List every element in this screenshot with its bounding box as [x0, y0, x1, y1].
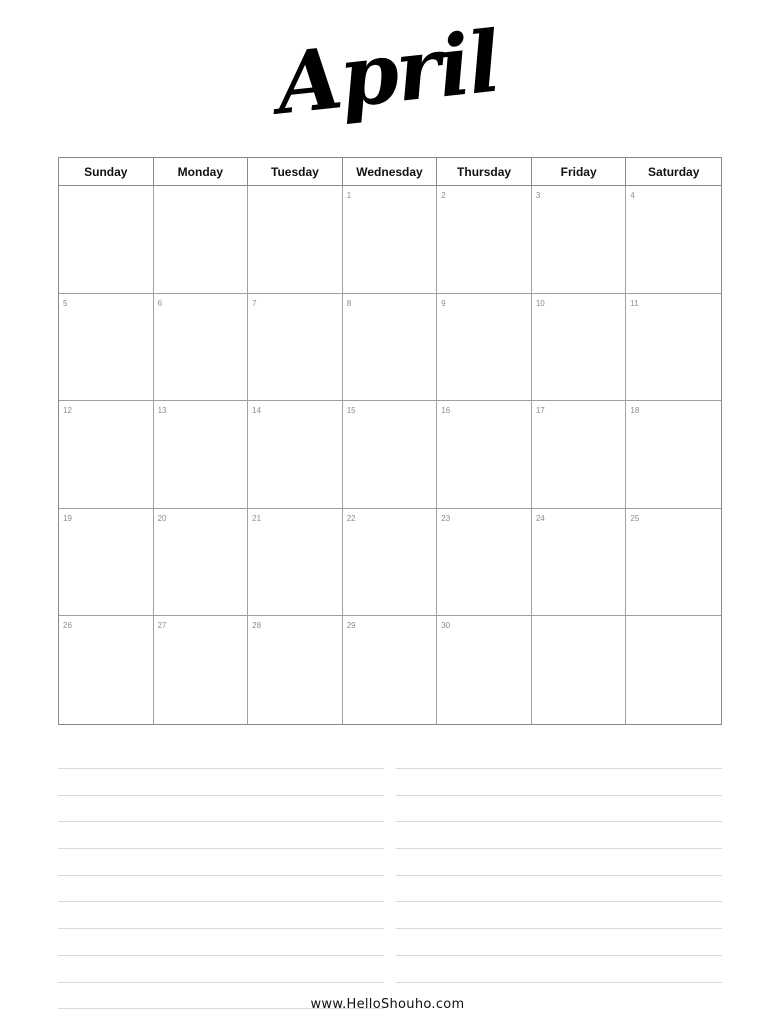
note-line	[58, 768, 384, 769]
day-number: 16	[441, 406, 451, 416]
day-number: 30	[441, 621, 451, 631]
day-number: 20	[157, 513, 167, 523]
day-cell	[59, 509, 154, 617]
day-number: 21	[252, 513, 262, 523]
day-number: 23	[441, 513, 451, 523]
note-line	[58, 982, 384, 983]
note-line	[396, 795, 722, 796]
day-cell	[154, 616, 249, 724]
day-cell	[437, 509, 532, 617]
note-line	[58, 821, 384, 822]
day-number: 27	[157, 621, 167, 631]
note-line	[396, 955, 722, 956]
note-line	[58, 795, 384, 796]
day-number: 11	[630, 298, 639, 308]
day-cell	[532, 616, 627, 724]
day-cell	[59, 616, 154, 724]
day-cell	[626, 616, 721, 724]
day-cell	[626, 294, 721, 402]
day-cell	[626, 401, 721, 509]
note-line	[396, 848, 722, 849]
day-number: 3	[535, 191, 541, 200]
weekday-header-tuesday: Tuesday	[248, 158, 343, 186]
day-cell	[154, 401, 249, 509]
day-number: 22	[346, 513, 356, 523]
calendar-grid	[58, 157, 722, 725]
note-line	[396, 982, 722, 983]
day-number: 29	[346, 621, 356, 631]
day-cell	[343, 616, 438, 724]
day-cell	[343, 294, 438, 402]
note-line	[396, 821, 722, 822]
day-number: 2	[441, 191, 446, 200]
day-number: 26	[63, 621, 72, 631]
day-cell	[343, 509, 438, 617]
day-number: 18	[630, 406, 640, 416]
footer-website: www.HelloShouho.com	[310, 997, 465, 1012]
day-cell	[437, 616, 532, 724]
day-number: 14	[252, 406, 262, 416]
day-cell	[437, 294, 532, 402]
day-cell	[343, 401, 438, 509]
day-cell	[248, 509, 343, 617]
day-cell	[532, 509, 627, 617]
day-cell	[248, 186, 343, 294]
day-cell	[59, 186, 154, 294]
day-cell	[532, 401, 627, 509]
note-line	[396, 901, 722, 902]
day-cell	[437, 401, 532, 509]
weekday-header-thursday: Thursday	[437, 158, 532, 186]
note-line	[58, 928, 384, 929]
day-number: 15	[346, 406, 356, 416]
note-line	[396, 928, 722, 929]
note-line	[396, 768, 722, 769]
note-line	[396, 875, 722, 876]
day-number: 10	[535, 298, 545, 308]
note-line	[58, 848, 384, 849]
day-number: 9	[441, 298, 446, 308]
day-number: 7	[252, 298, 257, 308]
day-cell	[532, 294, 627, 402]
day-number: 8	[346, 298, 352, 308]
day-cell	[154, 294, 249, 402]
day-number: 4	[630, 191, 635, 200]
day-number: 13	[157, 406, 167, 416]
day-cell	[343, 186, 438, 294]
month-title: April	[271, 11, 503, 134]
day-number: 12	[63, 406, 72, 416]
day-cell	[59, 294, 154, 402]
day-cell	[248, 401, 343, 509]
day-cell	[154, 186, 249, 294]
notes-column-right	[396, 768, 722, 1008]
day-cell	[626, 509, 721, 617]
day-number: 25	[630, 513, 640, 523]
weekday-header-friday: Friday	[532, 158, 627, 186]
weekday-header-wednesday: Wednesday	[343, 158, 438, 186]
note-line	[58, 901, 384, 902]
day-cell	[626, 186, 721, 294]
note-line	[58, 955, 384, 956]
day-cell	[437, 186, 532, 294]
day-number: 5	[63, 298, 68, 308]
day-cell	[154, 509, 249, 617]
day-number: 28	[252, 621, 262, 631]
note-line	[58, 875, 384, 876]
day-number: 6	[157, 298, 163, 308]
day-number: 24	[535, 513, 545, 523]
day-number: 17	[535, 406, 545, 416]
weekday-header-monday: Monday	[154, 158, 249, 186]
notes-column-left	[58, 768, 384, 1035]
day-number: 1	[346, 191, 352, 200]
weekday-header-saturday: Saturday	[626, 158, 721, 186]
day-cell	[248, 616, 343, 724]
day-cell	[248, 294, 343, 402]
day-cell	[532, 186, 627, 294]
weekday-header-sunday: Sunday	[59, 158, 154, 186]
day-cell	[59, 401, 154, 509]
day-number: 19	[63, 513, 72, 523]
